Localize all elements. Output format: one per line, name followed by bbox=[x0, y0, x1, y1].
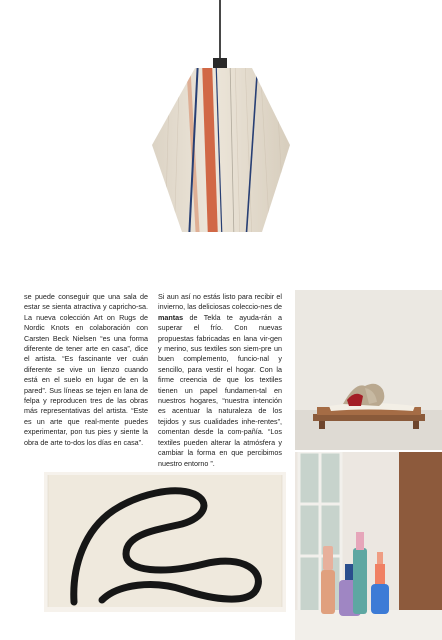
col2-text-start: Si aun así no estás listo para recibir el invierno, las deliciosas coleccio-nes de bbox=[158, 292, 282, 312]
art-rug-photo bbox=[44, 472, 286, 612]
article-column-right bbox=[158, 292, 282, 469]
col2-text-end: de Tekla te ayuda-rán a superar el frío. Con nuevas propuestas fabricadas en lana vir-gen y merino, sus textiles son siem-pre un buen complemento, funcio-nal y sencillo, para vestir el hogar. Con la firme creencia de que los textiles tienen un papel fundamen-tal en nuestros hogares, “nuestra intención es acentuar la naturaleza de los tejidos y sus cualidades inhe-rentes”, comentan desde la com-pañía. “Los textiles pueden alterar la atmósfera y cambiar la forma en que percibimos nuestro entorno ”. bbox=[158, 312, 282, 468]
vases-window-photo bbox=[295, 452, 442, 640]
blanket-tray-photo bbox=[295, 290, 442, 450]
woven-pendant-lamp-photo bbox=[140, 0, 300, 250]
article-column-left: se puede conseguir que una sala de estar se sienta atractiva y capricho-sa. La nueva colección Art on Rugs de Nordic Knots en colaboración con Carsten Beck Nielsen “es una forma diferente de tener arte en casa”, dice el artista. “Es fascinante ver cuán diferente se vive un lienzo cuando está en el suelo en lugar de en la pared”. Sus líneas se tejen en lana de felpa y reproducen tres de las obras más representativas del artista. “Este es un arte que real-mente puedes experimentar, pon tus pies y siente la obra de arte to-dos los días en casa”. bbox=[24, 292, 148, 447]
col2-bold-mantas: mantas bbox=[158, 312, 184, 322]
